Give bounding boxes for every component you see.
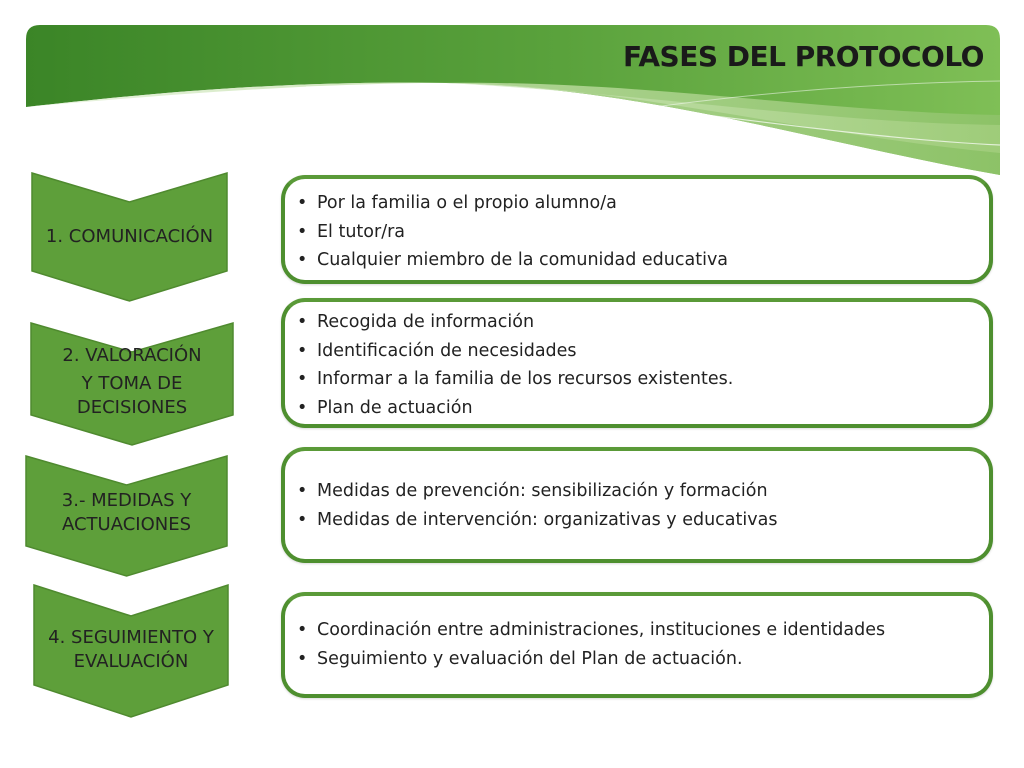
list-item: • Coordinación entre administraciones, instituciones e identidades (297, 616, 885, 645)
phase-2-label-line-3: DECISIONES (76, 397, 188, 418)
page-title: FASES DEL PROTOCOLO (622, 40, 984, 73)
phase-1-box (281, 175, 993, 284)
list-item: • El tutor/ra (297, 218, 728, 247)
phase-2-label-line-1: 2. VALORACIÓN (62, 345, 202, 366)
phase-2-list (297, 308, 733, 422)
phase-1-label-line-1: 1. COMUNICACIÓN (45, 226, 214, 247)
list-item: • Identificación de necesidades (297, 337, 733, 366)
list-item: • Medidas de prevención: sensibilización y formación (297, 477, 777, 506)
phase-3-label-line-2: ACTUACIONES (61, 514, 192, 535)
list-item: • Seguimiento y evaluación del Plan de actuación. (297, 645, 885, 674)
phase-4-list (297, 616, 885, 673)
phase-4-label-line-1: 4. SEGUIMIENTO Y (48, 627, 214, 648)
list-item: • Informar a la familia de los recursos existentes. (297, 365, 733, 394)
phase-4-box (281, 592, 993, 698)
phase-1-label (31, 172, 228, 302)
list-item: • Por la familia o el propio alumno/a (297, 189, 728, 218)
phase-2-label-line-2: Y TOMA DE (81, 373, 183, 394)
phase-4-label-line-2: EVALUACIÓN (73, 651, 189, 672)
list-item: • Medidas de intervención: organizativas y educativas (297, 506, 777, 535)
phase-3-box (281, 447, 993, 563)
list-item: • Recogida de información (297, 308, 733, 337)
phase-2-label (30, 332, 234, 432)
phase-4-label (31, 615, 231, 685)
phase-3-label-line-1: 3.- MEDIDAS Y (61, 490, 192, 511)
phase-3-label (25, 478, 228, 548)
phase-3-list (297, 477, 777, 534)
phase-2-box (281, 298, 993, 428)
list-item: • Plan de actuación (297, 394, 733, 423)
phase-1-list (297, 189, 728, 275)
list-item: • Cualquier miembro de la comunidad educativa (297, 246, 728, 275)
